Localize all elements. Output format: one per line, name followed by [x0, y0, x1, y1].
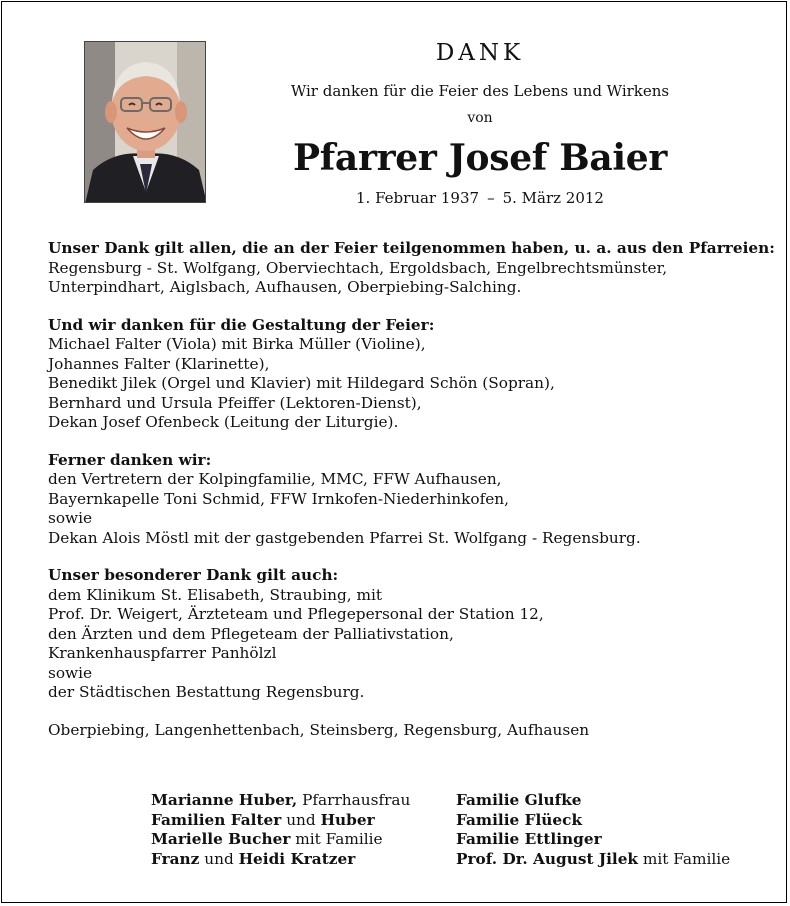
- text-line: Bayernkapelle Toni Schmid, FFW Irnkofen-Niederhinkofen,: [48, 489, 510, 508]
- places-line: Oberpiebing, Langenhettenbach, Steinsberg, Regensburg, Aufhausen: [48, 720, 590, 739]
- birth-date: 1. Februar 1937: [356, 189, 480, 207]
- section-participants: [48, 239, 775, 298]
- text-line: Johannes Falter (Klarinette),: [48, 354, 270, 373]
- signer-role: Pfarrhausfrau: [297, 791, 411, 809]
- signer-name: Familie Glufke: [456, 791, 582, 809]
- signer-name: Prof. Dr. August Jilek: [456, 849, 639, 868]
- text-line: Dekan Josef Ofenbeck (Leitung der Liturgie).: [48, 413, 399, 431]
- text-line: Prof. Dr. Weigert, Ärzteteam und Pflegepersonal der Station 12,: [48, 605, 544, 623]
- text-line: Bernhard und Ursula Pfeiffer (Lektoren-Dienst),: [48, 393, 422, 412]
- text-line: den Ärzten und dem Pflegeteam der Palliativstation,: [48, 624, 454, 643]
- signer-name: Familie Ettlinger: [456, 830, 602, 848]
- obituary-notice: [1, 1, 787, 903]
- signer-connector: und: [199, 849, 239, 868]
- signer: [456, 830, 730, 850]
- section-further: [48, 451, 748, 549]
- section-title: Ferner danken wir:: [48, 450, 212, 469]
- signer-name: Marielle Bucher: [151, 830, 291, 848]
- signers-right: [456, 791, 730, 869]
- text-line: Unterpindhart, Aiglsbach, Aufhausen, Oberpiebing-Salching.: [48, 278, 522, 296]
- signer-role: mit Familie: [638, 849, 731, 868]
- signer-name: Familien Falter: [151, 810, 282, 829]
- deceased-name: Pfarrer Josef Baier: [292, 137, 668, 179]
- signer-name: Familie Flüeck: [456, 810, 583, 829]
- notice-body: [48, 239, 775, 740]
- text-line: Dekan Alois Möstl mit der gastgebenden Pfarrei St. Wolfgang - Regensburg.: [48, 528, 641, 547]
- intro-line: Wir danken für die Feier des Lebens und Wirkens: [290, 82, 670, 100]
- signer: [151, 830, 410, 850]
- text-line: der Städtischen Bestattung Regensburg.: [48, 683, 365, 701]
- text-line: Michael Falter (Viola) mit Birka Müller (Violine),: [48, 335, 426, 353]
- signer-connector: und: [281, 810, 321, 829]
- text-line: dem Klinikum St. Elisabeth, Straubing, mit: [48, 585, 383, 604]
- intro-von: von: [467, 110, 493, 126]
- signer-name: Huber: [320, 810, 375, 829]
- portrait-image: [85, 42, 206, 203]
- notice-title: DANK: [435, 40, 525, 66]
- signer-name: Marianne Huber,: [151, 791, 298, 809]
- text-line: den Vertretern der Kolpingfamilie, MMC, FFW Aufhausen,: [48, 470, 502, 488]
- section-title: Und wir danken für die Gestaltung der Feier:: [48, 315, 435, 334]
- text-line: Regensburg - St. Wolfgang, Oberviechtach, Ergoldsbach, Engelbrechtsmünster,: [48, 258, 668, 277]
- section-title: Unser besonderer Dank gilt auch:: [48, 566, 339, 584]
- date-separator: –: [487, 189, 495, 207]
- signer: [151, 791, 410, 811]
- death-date: 5. März 2012: [502, 189, 604, 207]
- signer: [456, 791, 730, 811]
- section-title: Unser Dank gilt allen, die an der Feier teilgenommen haben, u. a. aus den Pfarreien:: [48, 239, 775, 257]
- text-line: Krankenhauspfarrer Panhölzl: [48, 644, 277, 662]
- signer-name: Heidi Kratzer: [238, 849, 356, 868]
- signer: [456, 850, 730, 870]
- signer: [151, 811, 410, 831]
- section-special: [48, 566, 748, 703]
- signer: [456, 811, 730, 831]
- text-line: sowie: [48, 663, 93, 682]
- life-dates: [207, 189, 753, 207]
- section-ceremony: [48, 316, 748, 433]
- signer: [151, 850, 410, 870]
- text-line: Benedikt Jilek (Orgel und Klavier) mit Hildegard Schön (Sopran),: [48, 374, 555, 392]
- signers-left: [151, 791, 410, 869]
- signer-name: Franz: [151, 849, 200, 868]
- text-line: sowie: [48, 509, 93, 527]
- portrait-photo: [84, 41, 206, 203]
- signer-role: mit Familie: [290, 830, 383, 848]
